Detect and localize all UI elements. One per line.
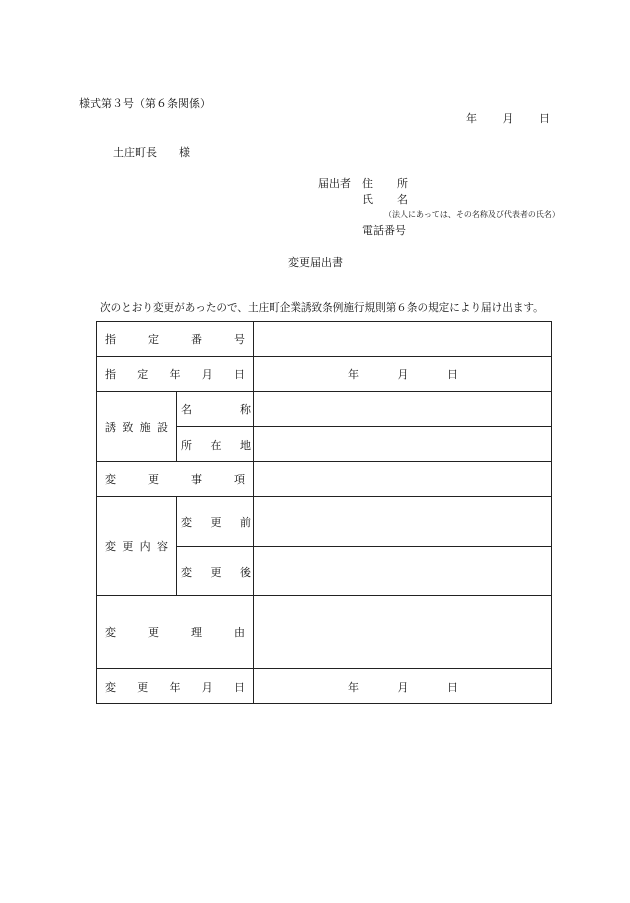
- address-char-1: 住: [362, 177, 373, 190]
- corporation-note: （法人にあっては、その名称及び代表者の氏名）: [384, 210, 560, 219]
- designation-number-label: 指 定 番 号: [105, 333, 245, 346]
- form-table: [96, 321, 552, 704]
- intro-text: 次のとおり変更があったので、土庄町企業誘致条例施行規則第６条の規定により届け出ます。: [100, 302, 544, 314]
- day-label: 日: [539, 112, 550, 125]
- row-change-content-group: [97, 497, 551, 596]
- row-change-item: [97, 462, 551, 497]
- honorific: 様: [179, 146, 190, 159]
- before-change-field[interactable]: [254, 497, 551, 545]
- designation-date-field[interactable]: 年 月 日: [348, 368, 458, 381]
- row-designation-date: [97, 357, 551, 392]
- change-item-field[interactable]: [254, 462, 551, 496]
- change-reason-field[interactable]: [254, 596, 551, 668]
- applicant-label: 届出者: [318, 177, 351, 190]
- month-label: 月: [502, 112, 514, 125]
- row-designation-number: [97, 322, 551, 357]
- row-change-reason: [97, 596, 551, 669]
- change-item-label: 変 更 事 項: [105, 473, 245, 486]
- row-facility-group: [97, 392, 551, 462]
- header-date: [466, 110, 550, 126]
- year-label: 年: [466, 112, 477, 125]
- name-label: [362, 191, 408, 207]
- facility-location-field[interactable]: [254, 427, 551, 461]
- designation-date-label: 指 定 年 月 日: [105, 368, 245, 381]
- facility-location-label: 所 在 地: [181, 438, 251, 452]
- address-char-2: 所: [397, 177, 408, 190]
- name-char-1: 氏: [362, 193, 373, 206]
- change-date-label: 変 更 年 月 日: [105, 680, 245, 694]
- designation-number-field[interactable]: [254, 322, 551, 356]
- facility-name-field[interactable]: [254, 392, 551, 426]
- row-change-date: [97, 669, 551, 704]
- name-char-2: 名: [397, 193, 408, 206]
- after-change-label: 変 更 後: [181, 565, 251, 579]
- facility-group-label: 誘 致 施 設: [105, 420, 168, 434]
- phone-label: 電話番号: [362, 224, 406, 237]
- before-change-label: 変 更 前: [181, 515, 251, 529]
- address-label: [362, 175, 408, 191]
- change-content-group-label: 変 更 内 容: [105, 540, 168, 553]
- facility-name-label: 名 称: [181, 403, 251, 416]
- document-title: 変更届出書: [288, 256, 343, 269]
- form-number: 様式第３号（第６条関係）: [79, 97, 211, 110]
- after-change-field[interactable]: [254, 547, 551, 595]
- change-reason-label: 変 更 理 由: [105, 626, 245, 639]
- addressee: 土庄町長: [113, 146, 157, 159]
- change-date-field[interactable]: 年 月 日: [348, 680, 458, 694]
